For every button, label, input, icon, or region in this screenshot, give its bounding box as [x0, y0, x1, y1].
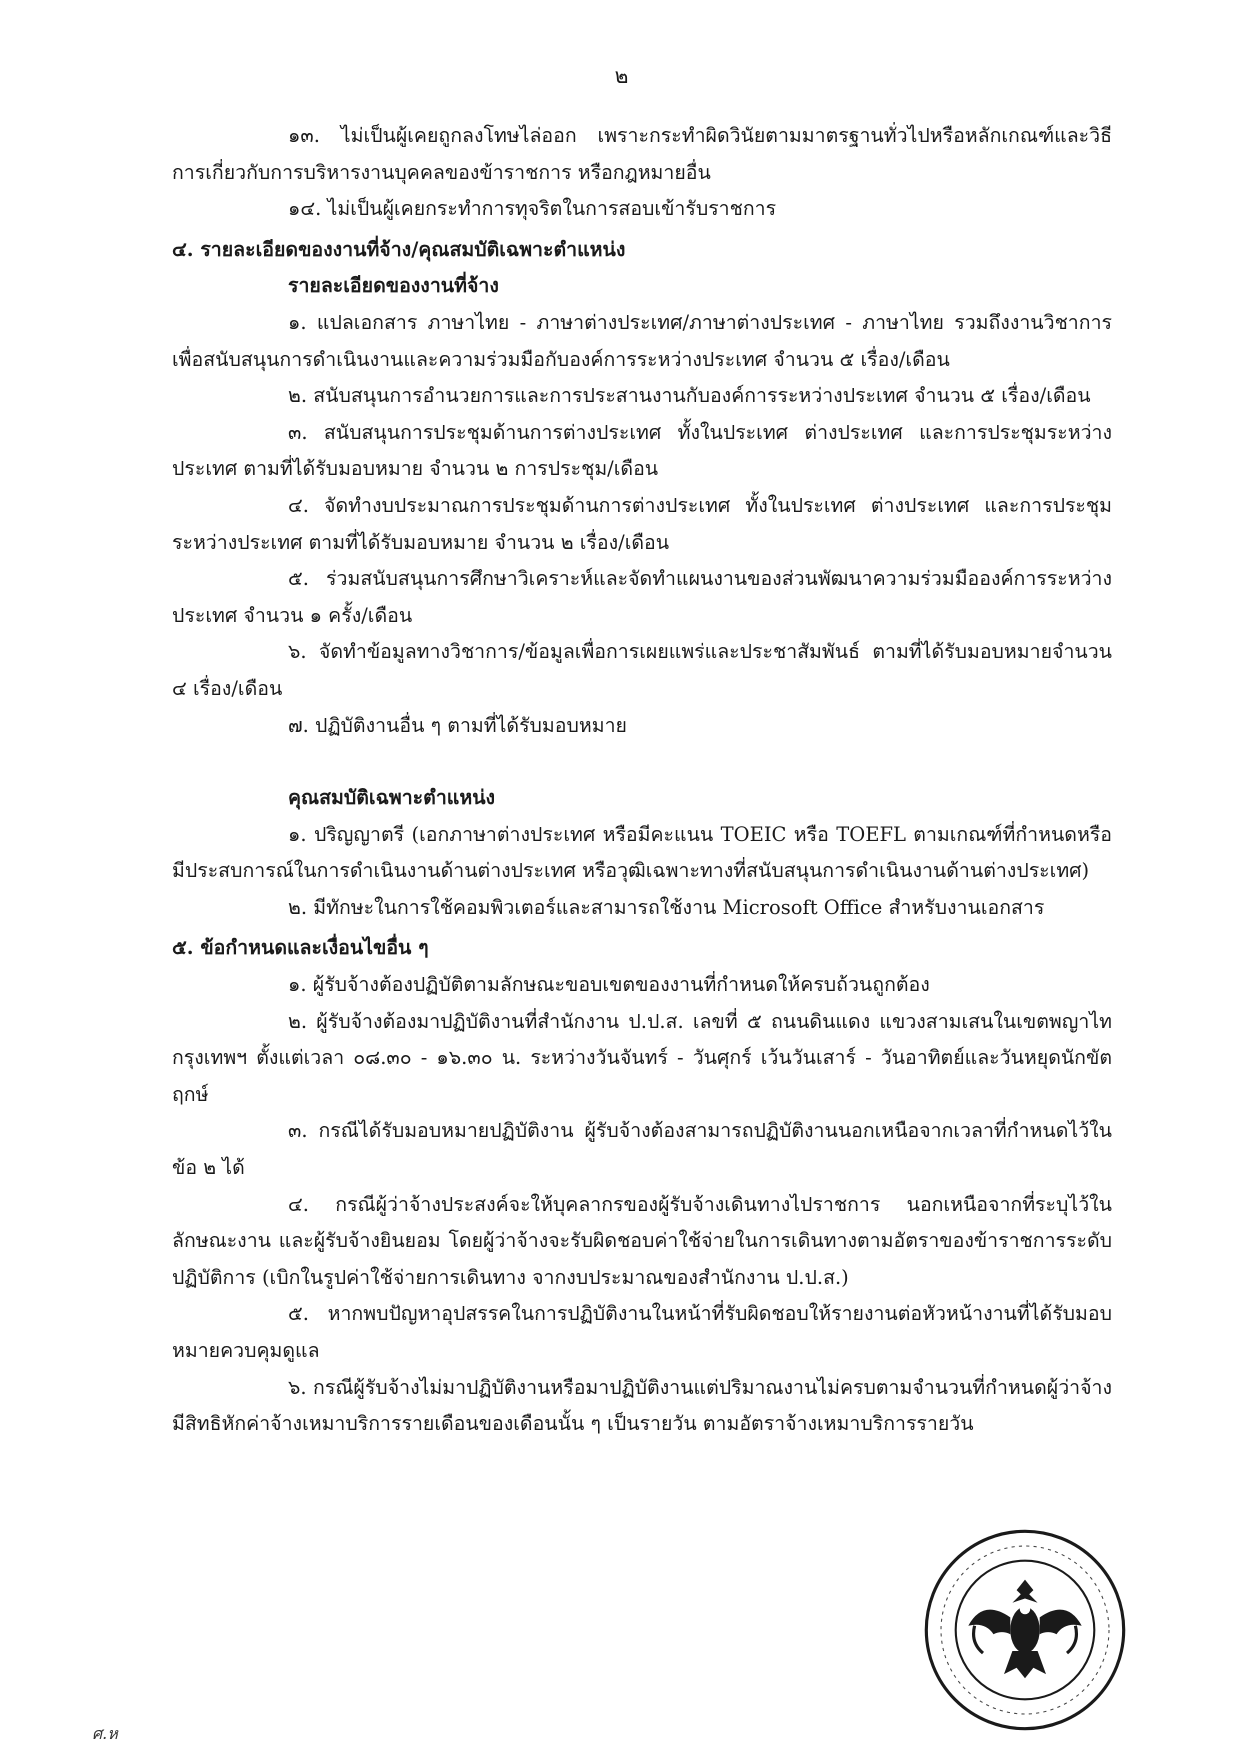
qualification-item: ๑. ปริญญาตรี (เอกภาษาต่างประเทศ หรือมีคะแนน TOEIC หรือ TOEFL ตามเกณฑ์ที่กำหนดหรือมีประสบการณ์ในการดำเนินงานด้านต่างประเทศ หรือวุฒิเฉพาะทางที่สนับสนุนการดำเนินงานด้านต่างประเทศ) [172, 822, 1112, 883]
paragraph-14: ๑๔. ไม่เป็นผู้เคยกระทำการทุจริตในการสอบเข้ารับราชการ [288, 197, 777, 221]
work-item: ๔. จัดทำงบประมาณการประชุมด้านการต่างประเทศ ทั้งในประเทศ ต่างประเทศ และการประชุมระหว่างประเทศ ตามที่ได้รับมอบหมาย จำนวน ๒ เรื่อง/เดือน [172, 493, 1112, 554]
handwritten-initials: ศ.ห [92, 1724, 118, 1743]
section-5-heading: ๕. ข้อกำหนดและเงื่อนไขอื่น ๆ [172, 936, 429, 960]
work-item: ๒. สนับสนุนการอำนวยการและการประสานงานกับองค์การระหว่างประเทศ จำนวน ๕ เรื่อง/เดือน [288, 384, 1091, 408]
qualification-item: ๒. มีทักษะในการใช้คอมพิวเตอร์และสามารถใช้งาน Microsoft Office สำหรับงานเอกสาร [288, 895, 1045, 919]
page-number: ๒ [614, 64, 629, 88]
condition-item: ๒. ผู้รับจ้างต้องมาปฏิบัติงานที่สำนักงาน ป.ป.ส. เลขที่ ๕ ถนนดินแดง แขวงสามเสนในเขตพญาไท กรุงเทพฯ ตั้งแต่เวลา ๐๘.๓๐ - ๑๖.๓๐ น. ระหว่างวันจันทร์ - วันศุกร์ เว้นวันเสาร์ - วันอาทิตย์และวันหยุดนักขัตฤกษ์ [172, 1009, 1112, 1106]
work-item: ๑. แปลเอกสาร ภาษาไทย - ภาษาต่างประเทศ/ภาษาต่างประเทศ - ภาษาไทย รวมถึงงานวิชาการเพื่อสนับสนุนการดำเนินงานและความร่วมมือกับองค์การระหว่างประเทศ จำนวน ๕ เรื่อง/เดือน [172, 310, 1112, 371]
work-item: ๓. สนับสนุนการประชุมด้านการต่างประเทศ ทั้งในประเทศ ต่างประเทศ และการประชุมระหว่างประเทศ ตามที่ได้รับมอบหมาย จำนวน ๒ การประชุม/เดือน [172, 420, 1112, 481]
paragraph-13: ๑๓. ไม่เป็นผู้เคยถูกลงโทษไล่ออก เพราะกระทำผิดวินัยตามมาตรฐานทั่วไปหรือหลักเกณฑ์และวิธีการเกี่ยวกับการบริหารงานบุคคลของข้าราชการ หรือกฎหมายอื่น [172, 124, 1112, 184]
condition-item: ๑. ผู้รับจ้างต้องปฏิบัติตามลักษณะขอบเขตของงานที่กำหนดให้ครบถ้วนถูกต้อง [288, 973, 930, 997]
qualifications-subheading: คุณสมบัติเฉพาะตำแหน่ง [288, 786, 496, 810]
condition-item: ๖. กรณีผู้รับจ้างไม่มาปฏิบัติงานหรือมาปฏิบัติงานแต่ปริมาณงานไม่ครบตามจำนวนที่กำหนดผู้ว่าจ้างมีสิทธิหักค่าจ้างเหมาบริการรายเดือนของเดือนนั้น ๆ เป็นรายวัน ตามอัตราจ้างเหมาบริการรายวัน [172, 1375, 1112, 1436]
section-4-heading: ๔. รายละเอียดของงานที่จ้าง/คุณสมบัติเฉพาะตำแหน่ง [172, 237, 626, 261]
work-item: ๕. ร่วมสนับสนุนการศึกษาวิเคราะห์และจัดทำแผนงานของส่วนพัฒนาความร่วมมือองค์การระหว่างประเทศ จำนวน ๑ ครั้ง/เดือน [172, 567, 1112, 627]
work-item: ๖. จัดทำข้อมูลทางวิชาการ/ข้อมูลเพื่อการเผยแพร่และประชาสัมพันธ์ ตามที่ได้รับมอบหมายจำนวน ๔ เรื่อง/เดือน [172, 640, 1112, 700]
document-body [172, 118, 1112, 1443]
work-details-subheading: รายละเอียดของงานที่จ้าง [288, 274, 499, 298]
condition-item: ๔. กรณีผู้ว่าจ้างประสงค์จะให้บุคลากรของผู้รับจ้างเดินทางไปราชการ นอกเหนือจากที่ระบุไว้ในลักษณะงาน และผู้รับจ้างยินยอม โดยผู้ว่าจ้างจะรับผิดชอบค่าใช้จ่ายในการเดินทางตามอัตราของข้าราชการระดับปฏิบัติการ (เบิกในรูปค่าใช้จ่ายการเดินทาง จากงบประมาณของสำนักงาน ป.ป.ส.) [172, 1192, 1112, 1289]
garuda-seal-icon [920, 1525, 1130, 1735]
work-item: ๗. ปฏิบัติงานอื่น ๆ ตามที่ได้รับมอบหมาย [288, 713, 627, 737]
spacer [172, 744, 1112, 780]
condition-item: ๓. กรณีได้รับมอบหมายปฏิบัติงาน ผู้รับจ้างต้องสามารถปฏิบัติงานนอกเหนือจากเวลาที่กำหนดไว้ในข้อ ๒ ได้ [172, 1119, 1112, 1180]
condition-item: ๕. หากพบปัญหาอุปสรรคในการปฏิบัติงานในหน้าที่รับผิดชอบให้รายงานต่อหัวหน้างานที่ได้รับมอบหมายควบคุมดูแล [172, 1302, 1112, 1362]
